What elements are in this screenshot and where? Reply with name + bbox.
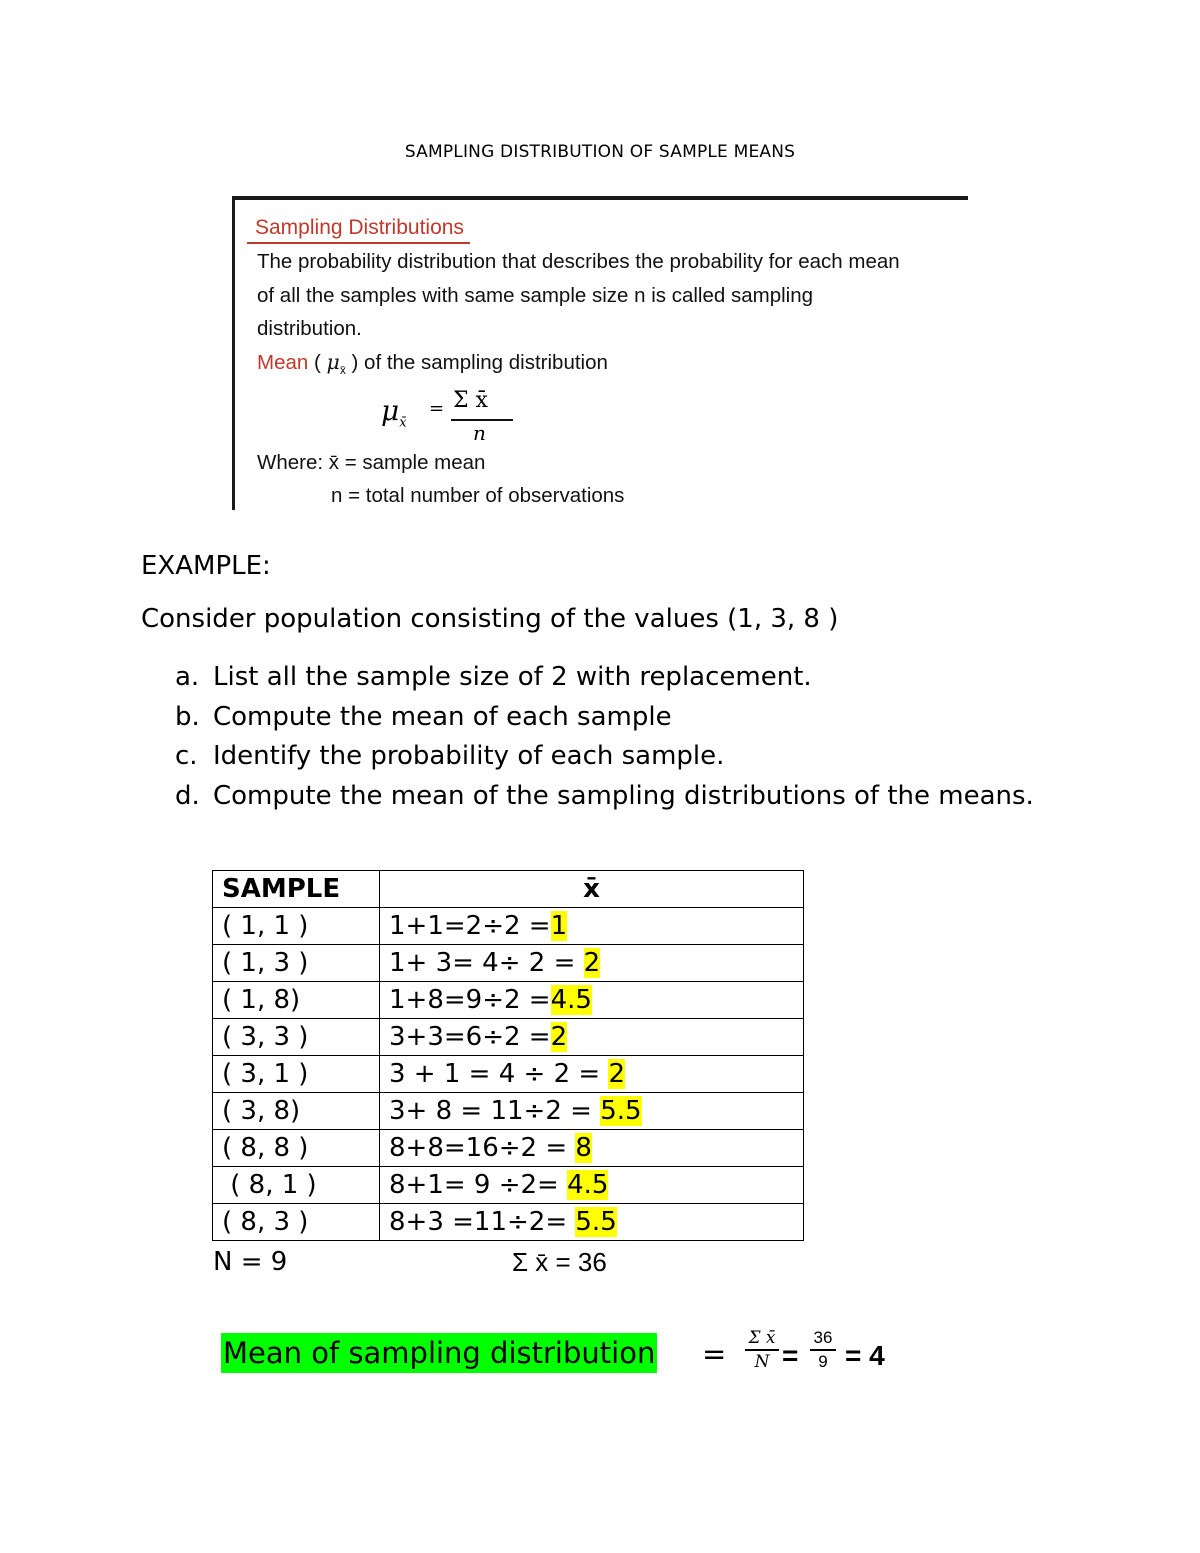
calc-cell: 1+ 3= 4÷ 2 = 2 <box>380 945 804 982</box>
definition-line: of all the samples with same sample size n is called sampling <box>257 284 814 307</box>
formula-denominator: n <box>473 421 486 445</box>
sum-over-n-fraction: Σ x̄ N <box>745 1328 779 1372</box>
table-row <box>213 1167 804 1204</box>
step-item: a. List all the sample size of 2 with replacement. <box>175 662 812 692</box>
mean-result-label: Mean of sampling distribution <box>221 1333 657 1373</box>
result-highlight: 5.5 <box>575 1207 617 1237</box>
example-intro: Consider population consisting of the values (1, 3, 8 ) <box>141 604 839 634</box>
sample-means-table <box>212 870 804 1241</box>
mean-open: ( <box>308 351 327 374</box>
table-row <box>213 1056 804 1093</box>
sample-cell: ( 3, 1 ) <box>213 1056 380 1093</box>
sample-cell: ( 1, 1 ) <box>213 908 380 945</box>
sample-cell: ( 3, 3 ) <box>213 1019 380 1056</box>
calc-cell: 1+8=9÷2 =4.5 <box>380 982 804 1019</box>
mean-result-equals: = <box>702 1337 727 1371</box>
sample-cell: ( 1, 8) <box>213 982 380 1019</box>
table-row <box>213 982 804 1019</box>
definition-line: distribution. <box>257 317 362 340</box>
result-highlight: 1 <box>550 911 568 941</box>
definition-box <box>232 196 968 510</box>
table-row <box>213 908 804 945</box>
result-highlight: 4.5 <box>567 1170 609 1200</box>
mean-label: Mean <box>257 351 309 374</box>
table-row <box>213 1130 804 1167</box>
definition-heading: Sampling Distributions <box>247 216 470 244</box>
mean-formula <box>381 388 561 444</box>
mu-symbol: μ <box>326 350 340 374</box>
sample-cell: ( 8, 3 ) <box>213 1204 380 1241</box>
mean-rest: ) of the sampling distribution <box>345 351 608 374</box>
sample-cell: ( 3, 8) <box>213 1093 380 1130</box>
result-highlight: 2 <box>550 1022 568 1052</box>
n-definition-line: n = total number of observations <box>331 484 625 507</box>
table-header-row <box>213 871 804 908</box>
step-item: c. Identify the probability of each sample. <box>175 741 725 771</box>
calc-cell: 3+ 8 = 11÷2 = 5.5 <box>380 1093 804 1130</box>
table-row <box>213 1093 804 1130</box>
calc-cell: 3 + 1 = 4 ÷ 2 = 2 <box>380 1056 804 1093</box>
n-summary: N = 9 <box>213 1247 288 1277</box>
fraction-equals: = <box>782 1340 799 1371</box>
calc-cell: 8+3 =11÷2= 5.5 <box>380 1204 804 1241</box>
result-highlight: 8 <box>575 1133 592 1163</box>
calc-cell: 8+8=16÷2 = 8 <box>380 1130 804 1167</box>
definition-line: The probability distribution that describes the probability for each mean <box>257 250 900 273</box>
table-row <box>213 1204 804 1241</box>
value-fraction: 36 9 <box>810 1328 836 1372</box>
formula-equals: = <box>429 398 445 419</box>
step-item: b. Compute the mean of each sample <box>175 701 672 732</box>
mean-definition-line <box>257 350 608 377</box>
sample-cell: ( 8, 1 ) <box>213 1167 380 1204</box>
steps-list <box>141 658 1041 816</box>
final-result: = 4 <box>845 1340 885 1371</box>
calc-cell: 1+1=2÷2 =1 <box>380 908 804 945</box>
step-item: d. Compute the mean of the sampling distributions of the means. <box>175 780 1034 811</box>
result-highlight: 5.5 <box>600 1096 642 1126</box>
formula-lhs: $\mu_{x̄}$ <box>381 394 407 431</box>
calc-cell: 3+3=6÷2 =2 <box>380 1019 804 1056</box>
table-row <box>213 1019 804 1056</box>
result-highlight: 2 <box>583 948 601 978</box>
result-highlight: 2 <box>608 1059 625 1089</box>
page-title: SAMPLING DISTRIBUTION OF SAMPLE MEANS <box>404 142 796 162</box>
sum-summary: Σ x̄ = 36 <box>512 1247 607 1277</box>
result-highlight: 4.5 <box>550 985 592 1015</box>
where-line: Where: x̄ = sample mean <box>257 451 486 474</box>
header-sample: SAMPLE <box>213 871 380 908</box>
sample-cell: ( 8, 8 ) <box>213 1130 380 1167</box>
table-row <box>213 945 804 982</box>
header-xbar: x̄ <box>380 871 804 908</box>
calc-cell: 8+1= 9 ÷2= 4.5 <box>380 1167 804 1204</box>
sample-cell: ( 1, 3 ) <box>213 945 380 982</box>
formula-numerator: Σ x̄ <box>453 388 488 413</box>
example-label: EXAMPLE: <box>141 551 271 581</box>
mu-subscript: x̄ <box>339 363 346 378</box>
